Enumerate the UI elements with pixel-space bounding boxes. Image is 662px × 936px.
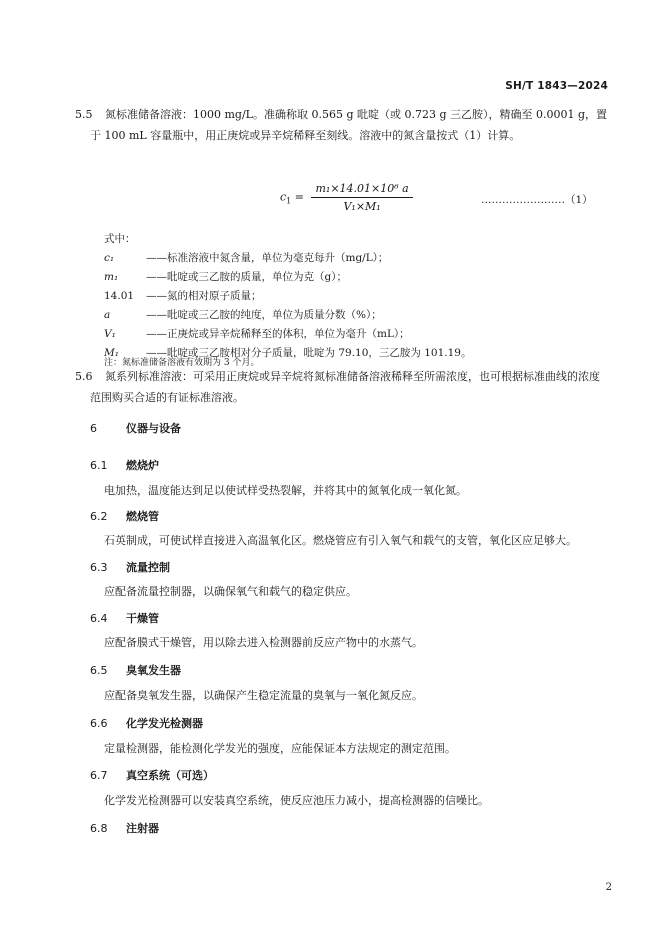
formula-number-label: （1） [565, 194, 593, 206]
variable-symbol: 14.01 [104, 290, 135, 302]
subsection-number: 6.3 [90, 561, 108, 574]
subsection-heading [90, 820, 159, 836]
variable-list [104, 230, 471, 363]
subsection-title: 化学发光检测器 [126, 717, 203, 730]
page-number: 2 [605, 882, 612, 893]
subsection-number: 6.1 [90, 459, 108, 472]
subsection-number: 6.8 [90, 822, 108, 835]
variable-row [104, 268, 471, 287]
subsection-heading [90, 559, 170, 575]
formula-number [481, 192, 593, 207]
section-heading [90, 420, 181, 436]
clause-5-6 [75, 366, 610, 408]
variable-desc: ——氮的相对原子质量； [146, 290, 262, 302]
variable-symbol: V₁ [104, 328, 116, 340]
section-number: 6 [90, 422, 97, 435]
subsection-number: 6.4 [90, 612, 108, 625]
subsection-title: 臭氧发生器 [126, 664, 181, 677]
subsection-heading [90, 457, 159, 473]
variable-row [104, 325, 471, 344]
subsection-title: 燃烧炉 [126, 459, 159, 472]
formula-numerator: m₁×14.01×10⁶ a [311, 182, 412, 198]
variable-row [104, 306, 471, 325]
subsection-heading [90, 767, 214, 783]
subsection-body: 石英制成，可使试样直接进入高温氧化区。燃烧管应有引入氧气和载气的支管，氧化区应足够大。 [104, 534, 577, 547]
subsection-title: 注射器 [126, 822, 159, 835]
variable-row [104, 287, 471, 306]
note: 注：氮标准储备溶液有效期为 3 个月。 [104, 358, 260, 368]
variable-symbol: m₁ [104, 271, 119, 283]
subsection-title: 真空系统（可选） [126, 769, 214, 782]
subsection-body: 电加热，温度能达到足以使试样受热裂解，并将其中的氮氧化成一氧化氮。 [104, 484, 467, 497]
subsection-heading [90, 610, 159, 626]
variable-desc: ——吡啶或三乙胺的质量，单位为克（g）； [146, 271, 347, 283]
formula-dots: …………………… [481, 194, 565, 206]
subsection-title: 干燥管 [126, 612, 159, 625]
variable-row [104, 249, 471, 268]
subsection-number: 6.6 [90, 717, 108, 730]
subsection-number: 6.5 [90, 664, 108, 677]
subsection-heading [90, 715, 203, 731]
formula-fraction [311, 182, 412, 213]
subsection-body: 应配备臭氧发生器，以确保产生稳定流量的臭氧与一氧化氮反应。 [104, 689, 423, 702]
subsection-number: 6.7 [90, 769, 108, 782]
formula-1 [280, 182, 413, 213]
subsection-body: 应配备流量控制器，以确保氧气和载气的稳定供应。 [104, 585, 357, 598]
subsection-title: 燃烧管 [126, 510, 159, 523]
section-title: 仪器与设备 [126, 422, 181, 435]
where-label: 式中： [104, 233, 136, 245]
standard-code: SH/T 1843—2024 [505, 80, 608, 92]
clause-5-5 [75, 104, 610, 146]
clause-number: 5.5 [75, 108, 93, 121]
variable-desc: ——吡啶或三乙胺的纯度，单位为质量分数（%）； [146, 309, 382, 321]
variable-desc: ——正庚烷或异辛烷稀释至的体积，单位为毫升（mL）； [146, 328, 410, 340]
variable-symbol: M₁ [104, 347, 119, 359]
subsection-body: 定量检测器，能检测化学发光的强度，应能保证本方法规定的测定范围。 [104, 742, 456, 755]
formula-eq: = [294, 190, 304, 204]
subsection-heading [90, 662, 181, 678]
clause-text: 氮标准储备溶液：1000 mg/L。准确称取 0.565 g 吡啶（或 0.723 g 三乙胺），精确至 0.0001 g，置于 100 mL 容量瓶中，用正庚烷或异辛烷稀释至刻线。溶液中的氮含量按式（1）计算。 [90, 108, 608, 142]
subsection-heading [90, 508, 159, 524]
variable-desc: ——吡啶或三乙胺相对分子质量，吡啶为 79.10，三乙胺为 101.19。 [146, 347, 472, 359]
subsection-body: 应配备膜式干燥管，用以除去进入检测器前反应产物中的水蒸气。 [104, 636, 423, 649]
formula-lhs-sub: 1 [286, 196, 292, 206]
variable-symbol: c₁ [104, 252, 115, 264]
variable-desc: ——标准溶液中氮含量，单位为毫克每升（mg/L）； [146, 252, 389, 264]
variable-symbol: a [104, 309, 111, 321]
formula-denominator: V₁×M₁ [343, 200, 381, 213]
clause-text: 氮系列标准溶液：可采用正庚烷或异辛烷将氮标准储备溶液稀释至所需浓度，也可根据标准曲线的浓度范围购买合适的有证标准溶液。 [90, 370, 600, 404]
formula-lhs: c [280, 190, 287, 204]
subsection-title: 流量控制 [126, 561, 170, 574]
subsection-number: 6.2 [90, 510, 108, 523]
clause-number: 5.6 [75, 370, 93, 383]
subsection-body: 化学发光检测器可以安装真空系统，使反应池压力减小，提高检测器的信噪比。 [104, 794, 489, 807]
